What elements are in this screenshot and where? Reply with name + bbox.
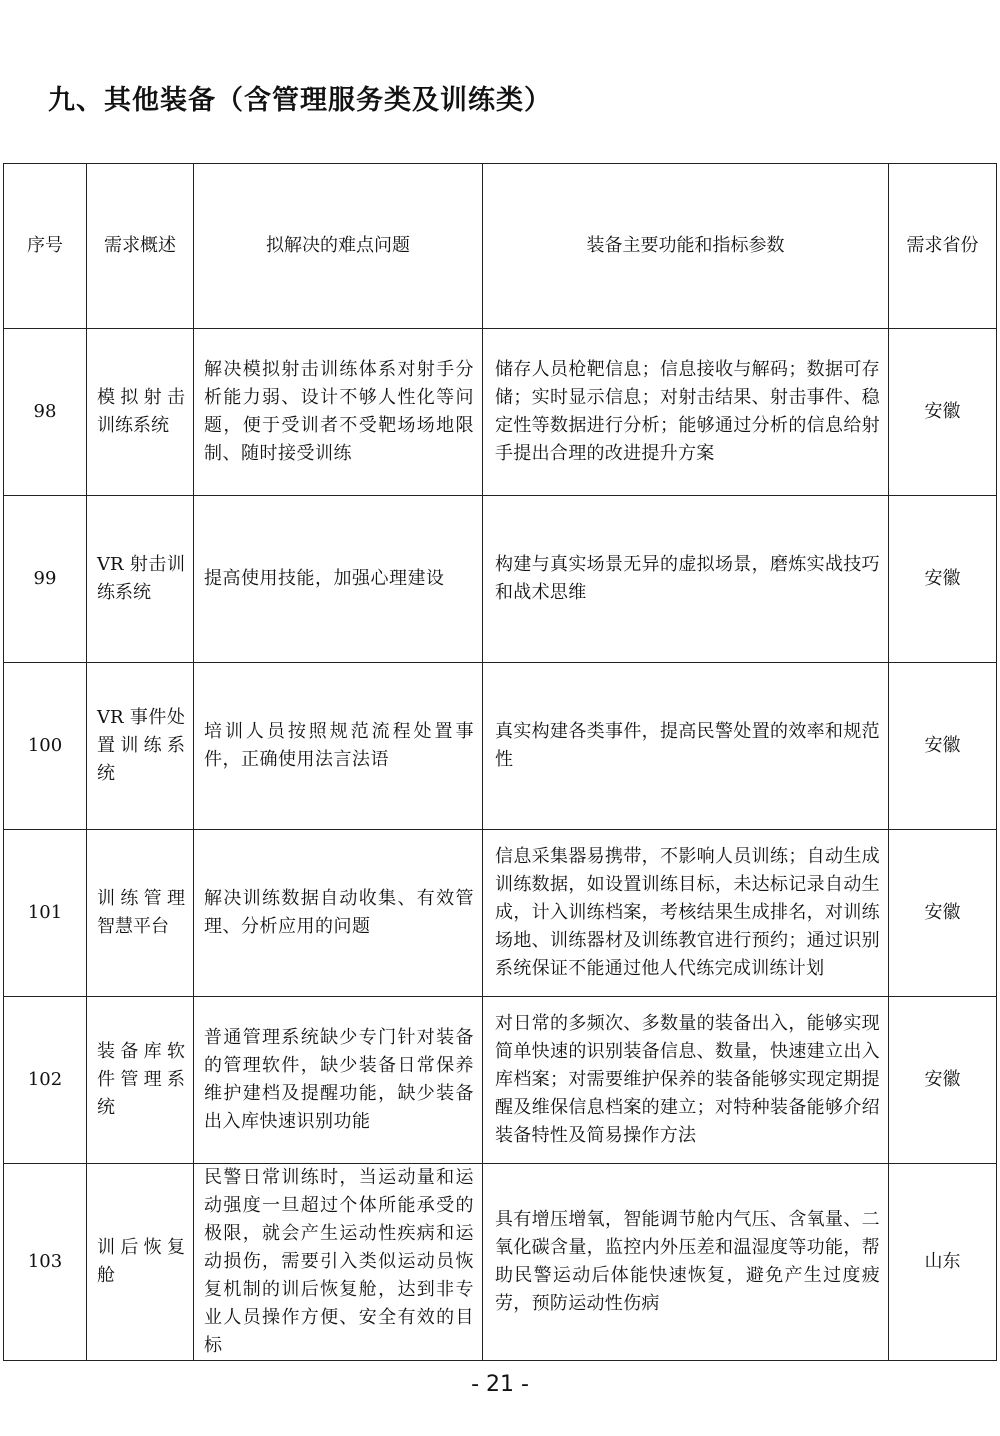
row-name: VR 事件处置训练系统 [87, 663, 194, 830]
row-problem: 民警日常训练时，当运动量和运动强度一旦超过个体所能承受的极限，就会产生运动性疾病和运动损伤，需要引入类似运动员恢复机制的训后恢复舱，达到非专业人员操作方便、安全有效的目标 [194, 1164, 483, 1361]
row-function: 构建与真实场景无异的虚拟场景，磨炼实战技巧和战术思维 [483, 496, 889, 663]
row-no: 99 [4, 496, 87, 663]
row-function: 储存人员枪靶信息；信息接收与解码；数据可存储；实时显示信息；对射击结果、射击事件、稳定性等数据进行分析；能够通过分析的信息给射手提出合理的改进提升方案 [483, 329, 889, 496]
row-name: 训后恢复舱 [87, 1164, 194, 1361]
header-no: 序号 [4, 164, 87, 329]
page-number: - 21 - [471, 1372, 529, 1397]
row-no: 100 [4, 663, 87, 830]
row-province: 安徽 [889, 997, 997, 1164]
table-row [4, 1164, 997, 1361]
row-name: 模拟射击训练系统 [87, 329, 194, 496]
table-header-row [4, 164, 997, 329]
row-problem: 提高使用技能，加强心理建设 [194, 496, 483, 663]
row-problem: 普通管理系统缺少专门针对装备的管理软件，缺少装备日常保养维护建档及提醒功能，缺少装备出入库快速识别功能 [194, 997, 483, 1164]
table-row [4, 830, 997, 997]
row-name: 训练管理智慧平台 [87, 830, 194, 997]
header-function: 装备主要功能和指标参数 [483, 164, 889, 329]
row-no: 101 [4, 830, 87, 997]
row-function: 对日常的多频次、多数量的装备出入，能够实现简单快速的识别装备信息、数量，快速建立出入库档案；对需要维护保养的装备能够实现定期提醒及维保信息档案的建立；对特种装备能够介绍装备特性及简易操作方法 [483, 997, 889, 1164]
row-function: 具有增压增氧，智能调节舱内气压、含氧量、二氧化碳含量，监控内外压差和温湿度等功能，帮助民警运动后体能快速恢复，避免产生过度疲劳，预防运动性伤病 [483, 1164, 889, 1361]
header-problem: 拟解决的难点问题 [194, 164, 483, 329]
header-province: 需求省份 [889, 164, 997, 329]
row-name: VR 射击训练系统 [87, 496, 194, 663]
row-problem: 解决训练数据自动收集、有效管理、分析应用的问题 [194, 830, 483, 997]
row-province: 安徽 [889, 329, 997, 496]
table-row [4, 329, 997, 496]
table-row [4, 496, 997, 663]
section-title: 九、其他装备（含管理服务类及训练类） [48, 85, 552, 116]
row-function: 真实构建各类事件，提高民警处置的效率和规范性 [483, 663, 889, 830]
header-name: 需求概述 [87, 164, 194, 329]
row-province: 安徽 [889, 496, 997, 663]
table-row [4, 997, 997, 1164]
row-province: 山东 [889, 1164, 997, 1361]
row-no: 102 [4, 997, 87, 1164]
row-name: 装备库软件管理系统 [87, 997, 194, 1164]
row-problem: 培训人员按照规范流程处置事件，正确使用法言法语 [194, 663, 483, 830]
row-no: 103 [4, 1164, 87, 1361]
row-province: 安徽 [889, 663, 997, 830]
table-row [4, 663, 997, 830]
row-problem: 解决模拟射击训练体系对射手分析能力弱、设计不够人性化等问题，便于受训者不受靶场场地限制、随时接受训练 [194, 329, 483, 496]
row-no: 98 [4, 329, 87, 496]
row-province: 安徽 [889, 830, 997, 997]
equipment-table [3, 163, 997, 1361]
row-function: 信息采集器易携带，不影响人员训练；自动生成训练数据，如设置训练目标，未达标记录自动生成，计入训练档案，考核结果生成排名，对训练场地、训练器材及训练教官进行预约；通过识别系统保证不能通过他人代练完成训练计划 [483, 830, 889, 997]
